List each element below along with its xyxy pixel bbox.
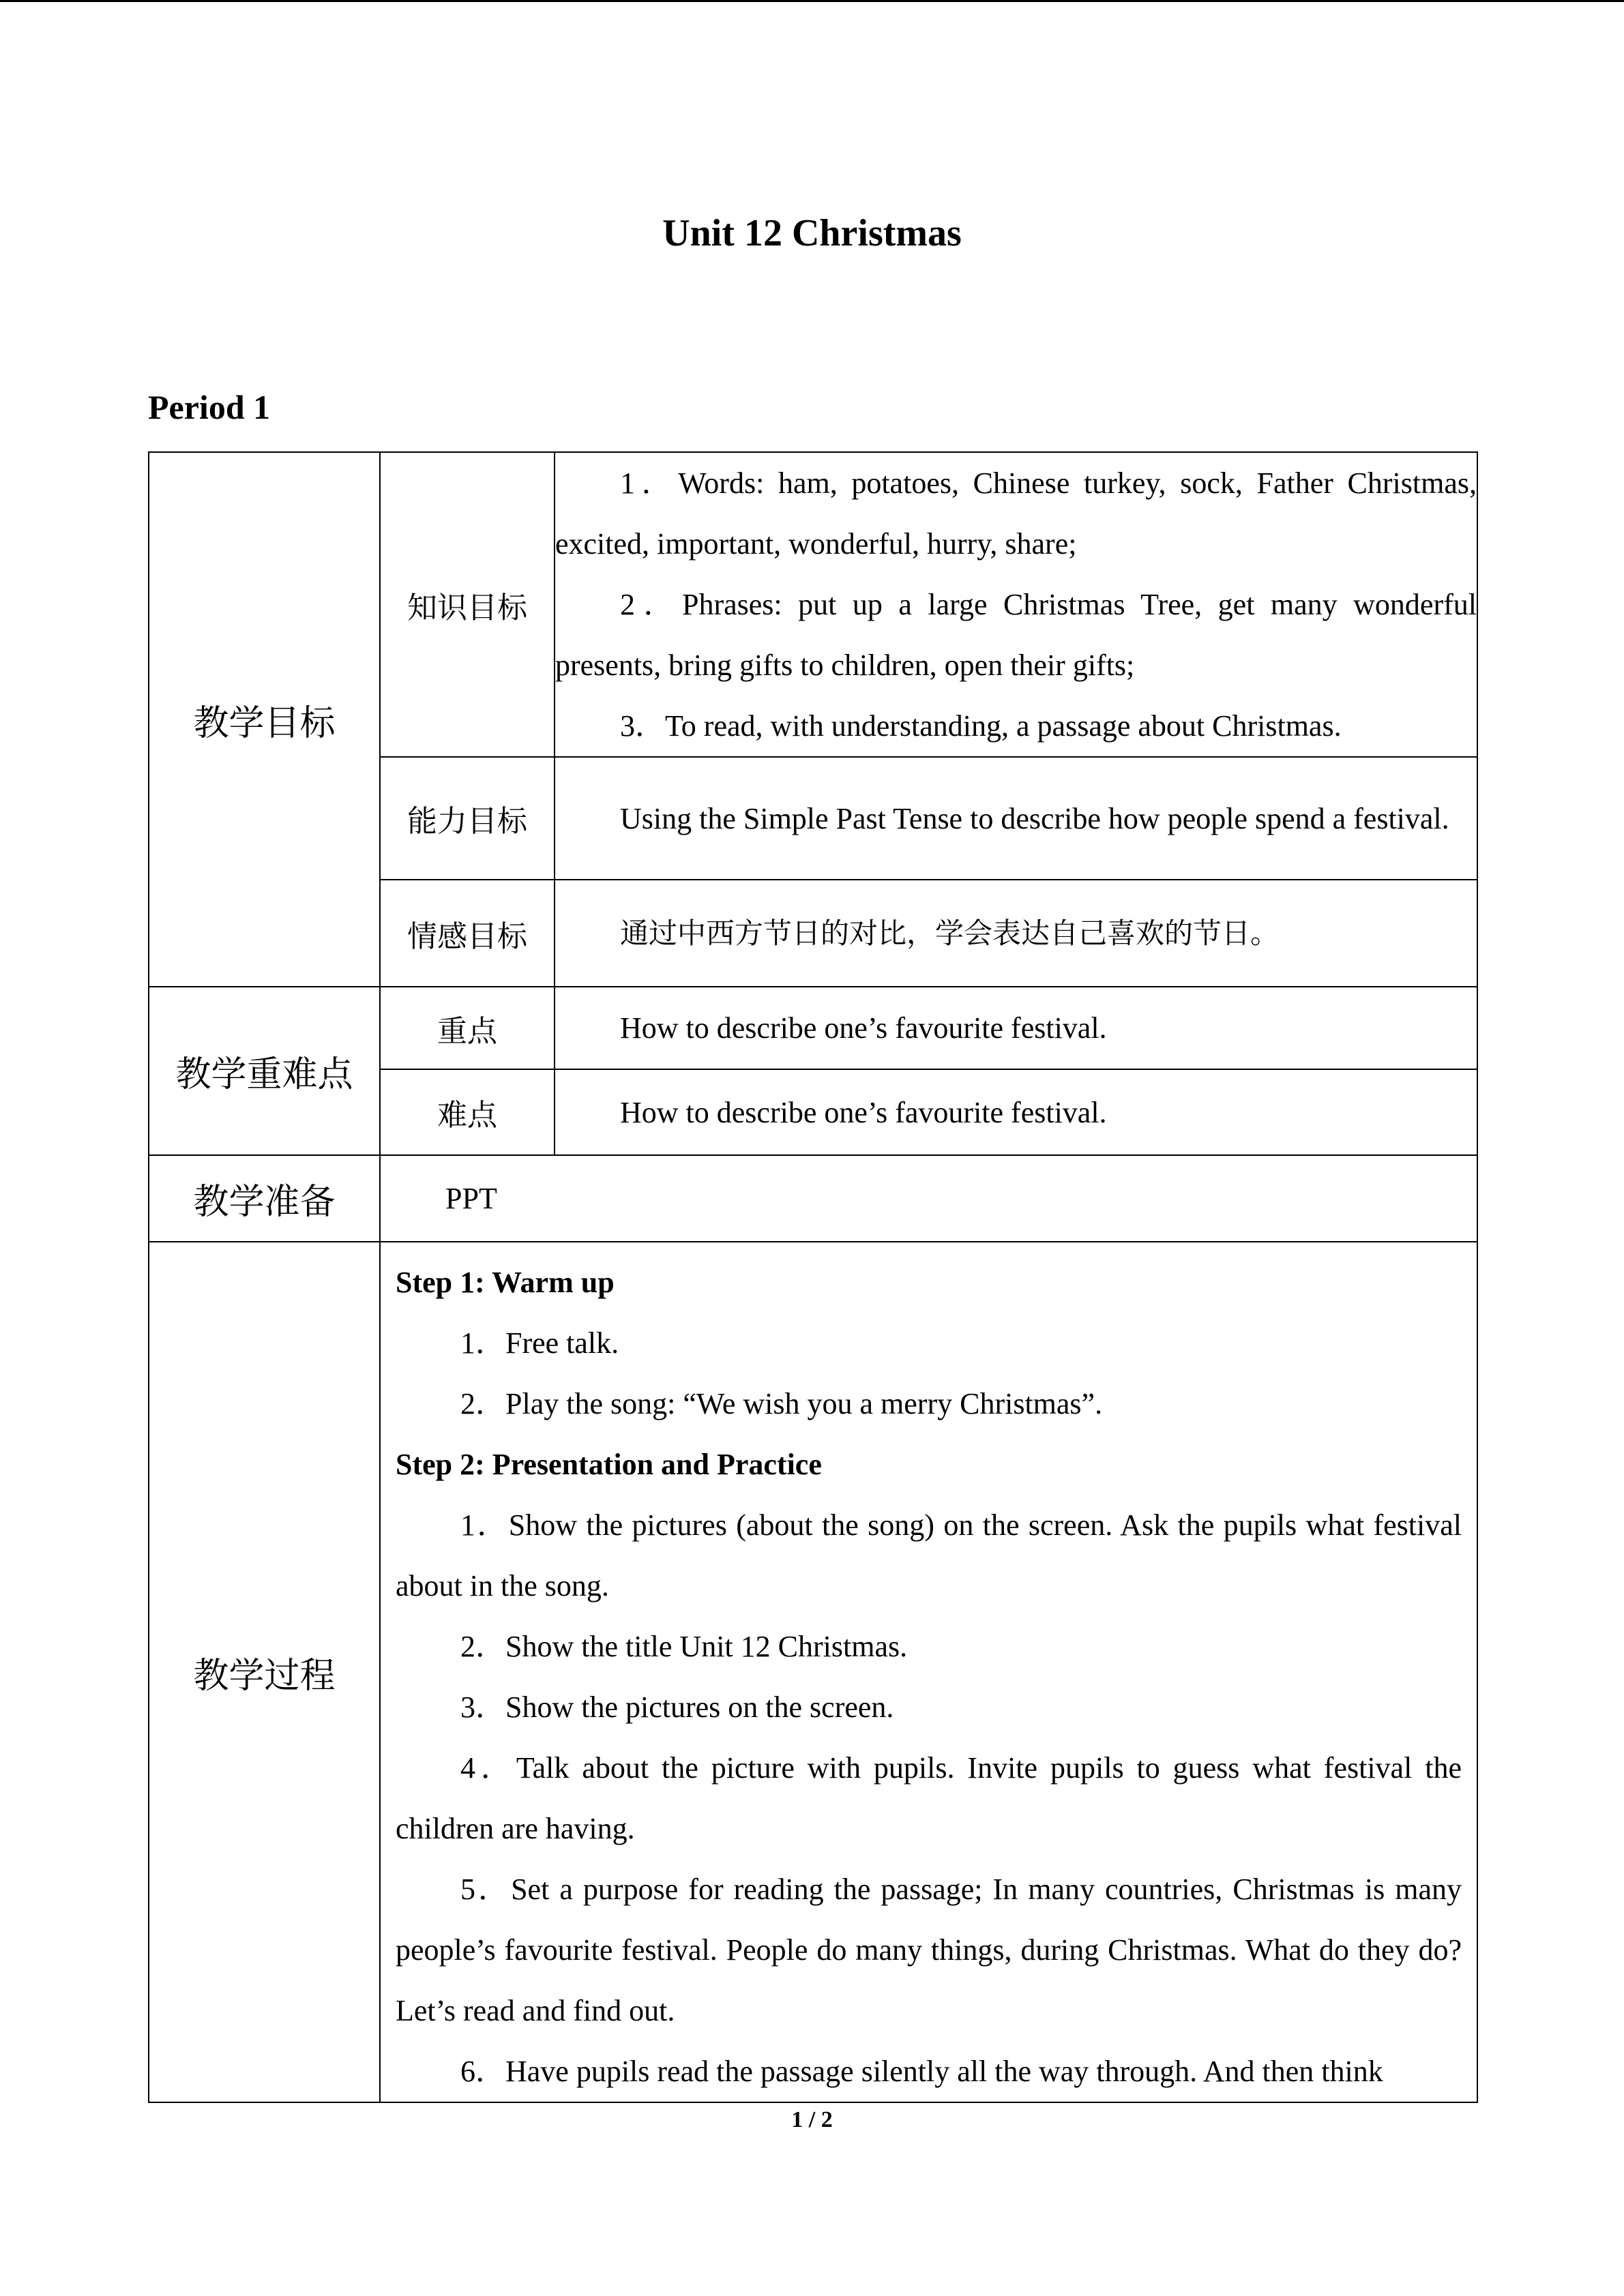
focus-content: [555, 987, 1477, 1069]
lesson-plan-table: [148, 451, 1478, 2103]
ability-text: Using the Simple Past Tense to describe how people spend a festival.: [620, 801, 1449, 835]
knowledge-item: 2．Phrases: put up a large Christmas Tree, get many wonderful presents, bring gifts to children, open their gifts;: [555, 588, 1477, 682]
step2-item: 4．Talk about the picture with pupils. Invite pupils to guess what festival the children are having.: [396, 1751, 1462, 1845]
page-top-border: [0, 0, 1624, 2]
process-label: 教学过程: [149, 1242, 380, 2102]
page-number: 1 / 2: [791, 2107, 833, 2132]
emotion-objectives-label: 情感目标: [380, 880, 555, 987]
step1-heading: Step 1: Warm up: [396, 1266, 615, 1299]
key-points-label: 教学重难点: [149, 987, 380, 1155]
difficulty-label: 难点: [380, 1069, 555, 1155]
knowledge-item: 3．To read, with understanding, a passage about Christmas.: [620, 709, 1342, 743]
period-heading: Period 1: [148, 388, 271, 426]
row-preparation: [149, 1155, 1477, 1242]
knowledge-objectives-content: [555, 452, 1477, 757]
focus-label: 重点: [380, 987, 555, 1069]
difficulty-text: How to describe one’s favourite festival.: [620, 1095, 1107, 1129]
difficulty-content: [555, 1069, 1477, 1155]
step2-heading: Step 2: Presentation and Practice: [396, 1448, 822, 1481]
preparation-text: PPT: [445, 1182, 497, 1215]
ability-objectives-content: [555, 757, 1477, 880]
knowledge-objectives-label: 知识目标: [380, 452, 555, 757]
row-key-point: [149, 987, 1477, 1069]
ability-objectives-label: 能力目标: [380, 757, 555, 880]
process-content: [380, 1242, 1477, 2102]
step2-item: 3．Show the pictures on the screen.: [460, 1690, 894, 1724]
preparation-label: 教学准备: [149, 1155, 380, 1242]
step2-item: 2．Show the title Unit 12 Christmas.: [460, 1630, 908, 1663]
step1-item: 2．Play the song: “We wish you a merry Christmas”.: [460, 1387, 1103, 1420]
step1-item: 1．Free talk.: [460, 1326, 619, 1360]
step2-item: 5．Set a purpose for reading the passage; In many countries, Christmas is many people’s favourite festival. People do many things, during Christmas. What do they do? Let’s read and find out.: [396, 1873, 1462, 2027]
preparation-content: [380, 1155, 1477, 1242]
focus-text: How to describe one’s favourite festival.: [620, 1011, 1107, 1045]
knowledge-item: 1．Words: ham, potatoes, Chinese turkey, sock, Father Christmas, excited, important, wonderful, hurry, share;: [555, 466, 1477, 561]
objectives-label: 教学目标: [149, 452, 380, 987]
emotion-text: 通过中西方节日的对比，学会表达自己喜欢的节日。: [620, 916, 1280, 950]
emotion-objectives-content: [555, 880, 1477, 987]
row-knowledge-objectives: [149, 452, 1477, 757]
document-title: Unit 12 Christmas: [662, 212, 962, 254]
step2-item: 6．Have pupils read the passage silently all the way through. And then think: [460, 2055, 1383, 2088]
row-process: [149, 1242, 1477, 2102]
step2-item: 1．Show the pictures (about the song) on the screen. Ask the pupils what festival about in the song.: [396, 1508, 1462, 1602]
